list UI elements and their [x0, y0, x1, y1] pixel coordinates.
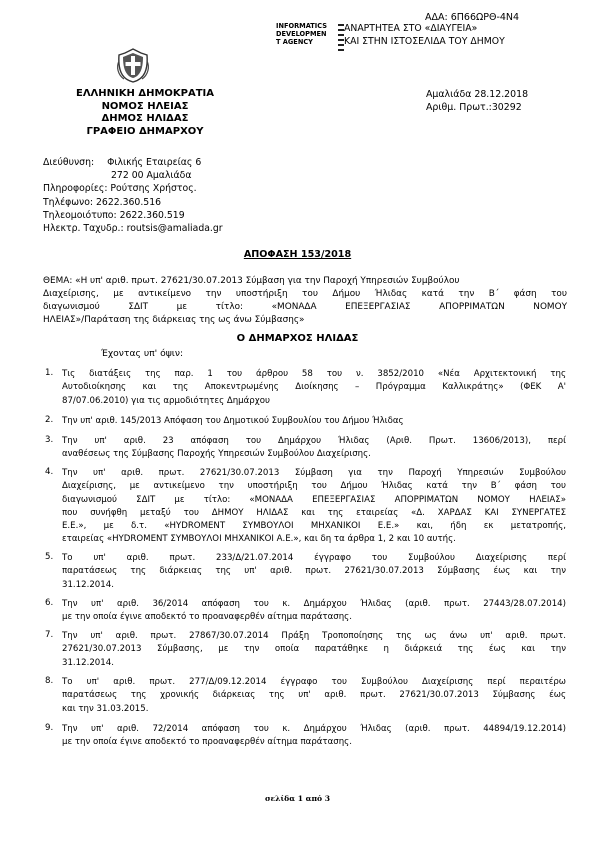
diavgeia-notice	[344, 22, 505, 48]
item-line: εταιρείας «HYDROMENT ΣΥΜΒΟΥΛΟΙ ΜΗΧΑΝΙΚΟΙ Α.Ε.», και δη τα άρθρα 1, 2 και 10 αυτής.	[62, 534, 456, 545]
place-date: Αμαλιάδα 28.12.2018	[426, 89, 529, 100]
item-number: 1.	[45, 368, 54, 378]
item-line: και την 31.03.2015.	[62, 703, 149, 714]
item-line: Την υπ' αριθ. 36/2014 απόφαση του κ. Δημάρχου Ήλιδας (αριθ. πρωτ. 27443/28.07.2014)	[62, 599, 566, 609]
list-item	[62, 723, 566, 750]
item-line: Την υπ' αριθ. πρωτ. 27621/30.07.2013 Σύμβαση για την Παροχή Υπηρεσιών Συμβούλου	[62, 468, 566, 478]
fax: Τηλεομοιότυπο: 2622.360.519	[43, 209, 185, 221]
item-line: Την υπ' αριθ. πρωτ. 27867/30.07.2014 Πράξη Τροποποίησης της ως άνω υπ' αριθ. πρωτ.	[62, 631, 566, 641]
list-item	[62, 415, 566, 428]
item-line: Αυτοδιοίκησης και της Αποκεντρωμένης Διοίκησης – Πρόγραμμα Καλλικράτης» (ΦΕΚ Α'	[62, 382, 566, 393]
address-line2: 272 00 Αμαλιάδα	[111, 170, 192, 182]
decision-title: ΑΠΟΦΑΣΗ 153/2018	[243, 249, 352, 260]
item-number: 2.	[45, 415, 54, 425]
item-line: Το υπ' αριθ. πρωτ. 233/Δ/21.07.2014 έγγραφο του Συμβούλου Διαχείρισης περί	[62, 553, 566, 563]
list-item	[62, 630, 566, 670]
item-line: 27621/30.07.2013 Σύμβασης, με την οποία παρατάθηκε η διάρκειά της έως και την	[62, 644, 566, 655]
item-line: 31.12.2014.	[62, 657, 114, 668]
subject-line: ΗΛΕΙΑΣ»/Παράταση της διάρκειας της ως άνω Σύμβασης»	[43, 315, 305, 326]
contact-block	[43, 156, 223, 235]
coat-of-arms-icon	[115, 45, 151, 85]
phone: Τηλέφωνο: 2622.360.516	[43, 196, 162, 208]
subject	[43, 275, 567, 327]
item-number: 7.	[45, 630, 54, 640]
item-line: που συνήφθη μεταξύ του ΔΗΜΟΥ ΗΛΙΔΑΣ και της εταιρείας «Δ. ΧΑΡΔΑΣ ΚΑΙ ΣΥΝΕΡΓΑΤΕΣ	[62, 507, 566, 518]
list-item	[62, 368, 566, 408]
list-item	[62, 552, 566, 592]
item-number: 9.	[45, 723, 54, 733]
item-line: Ε.Ε.», με δ.τ. «HYDROMENT ΣΥΜΒΟΥΛΟΙ ΜΗΧΑΝΙΚΟΙ Ε.Ε.» και, ήδη εκ μετατροπής,	[62, 521, 566, 532]
item-line: Την υπ' αριθ. 23 απόφαση του Δημάρχου Ήλιδας (Αριθ. Πρωτ. 13606/2013), περί	[62, 436, 566, 446]
address-line1: Φιλικής Εταιρείας 6	[107, 157, 202, 168]
item-number: 8.	[45, 676, 54, 686]
ida-logo	[276, 22, 342, 47]
item-line: 31.12.2014.	[62, 579, 114, 590]
having-in-mind: Έχοντας υπ' όψιν:	[101, 348, 184, 359]
ada-code: ΑΔΑ: 6Π66ΩΡΘ-4Ν4	[425, 12, 520, 23]
subject-line: διαγωνισμού ΣΔΙΤ με τίτλο: «ΜΟΝΑΔΑ ΕΠΕΞΕΡΓΑΣΙΑΣ ΑΠΟΡΡΙΜΑΤΩΝ ΝΟΜΟΥ	[43, 302, 567, 313]
item-line: Το υπ' αριθ. πρωτ. 277/Δ/09.12.2014 έγγραφο του Συμβούλου Διαχείρισης περί περαιτέρω	[62, 677, 566, 687]
list-item	[62, 435, 566, 462]
issuer-block	[60, 88, 230, 138]
mayor-heading: Ο ΔΗΜΑΡΧΟΣ ΗΛΙΔΑΣ	[236, 333, 359, 344]
item-number: 3.	[45, 435, 54, 445]
item-number: 5.	[45, 552, 54, 562]
item-line: με την οποία έγινε αποδεκτό το προαναφερθέν αίτημα παράτασης.	[62, 612, 352, 623]
item-line: 87/07.06.2010) για τις αρμοδιότητες Δημάρχου	[62, 395, 270, 406]
item-line: Τις διατάξεις της παρ. 1 του άρθρου 58 του ν. 3852/2010 «Νέα Αρχιτεκτονική της	[62, 369, 566, 379]
protocol-number: Αριθμ. Πρωτ.:30292	[426, 102, 522, 113]
issuer-line: ΔΗΜΟΣ ΗΛΙΔΑΣ	[101, 113, 189, 125]
list-item	[62, 467, 566, 547]
item-line: με την οποία έγινε αποδεκτό το προαναφερθέν αίτημα παράτασης.	[62, 737, 352, 748]
diavgeia-line: ΑΝΑΡΤΗΤΕΑ ΣΤΟ «ΔΙΑΥΓΕΙΑ»	[344, 23, 478, 34]
item-line: Την υπ' αριθ. 145/2013 Απόφαση του Δημοτικού Συμβουλίου του Δήμου Ήλιδας	[62, 416, 404, 426]
item-line: διαγωνισμού ΣΔΙΤ με τίτλο: «ΜΟΝΑΔΑ ΕΠΕΞΕΡΓΑΣΙΑΣ ΑΠΟΡΡΙΜΑΤΩΝ ΝΟΜΟΥ ΗΛΕΙΑΣ»	[62, 494, 566, 505]
ida-logo-line: T AGENCY	[276, 38, 313, 47]
ida-logo-line: DEVELOPMEN	[276, 30, 327, 39]
page-footer: σελίδα 1 από 3	[264, 794, 331, 803]
issuer-line: ΓΡΑΦΕΙΟ ΔΗΜΑΡΧΟΥ	[86, 125, 204, 137]
item-line: παρατάσεως της χρονικής διάρκειας της υπ' αριθ. πρωτ. 27621/30.07.2013 Σύμβασης έως	[62, 690, 566, 701]
address-row	[43, 156, 223, 169]
item-number: 6.	[45, 598, 54, 608]
address-label: Διεύθυνση:	[43, 157, 95, 168]
subject-line: ΘΕΜΑ: «Η υπ' αριθ. πρωτ. 27621/30.07.2013 Σύμβαση για την Παροχή Υπηρεσιών Συμβούλου	[43, 276, 460, 286]
item-line: παρατάσεως της διάρκειας της υπ' αριθ. πρωτ. 27621/30.07.2013 Σύμβασης έως και την	[62, 566, 566, 577]
issuer-line: ΝΟΜΟΣ ΗΛΕΙΑΣ	[101, 100, 189, 112]
list-item	[62, 676, 566, 716]
item-line: αναθέσεως της Σύμβασης Παροχής Υπηρεσιών Συμβούλου Διαχείρισης.	[62, 449, 371, 460]
item-number: 4.	[45, 467, 54, 477]
ida-logo-line: INFORMATICS	[276, 22, 327, 30]
list-item	[62, 598, 566, 625]
issuer-line: ΕΛΛΗΝΙΚΗ ΔΗΜΟΚΡΑΤΙΑ	[75, 88, 215, 99]
info-person: Πληροφορίες: Ρούτσης Χρήστος.	[43, 183, 197, 195]
item-line: Διαχείρισης, με αντικείμενο την υποστήριξη του Δήμου Ήλιδας κατά την Β΄ φάση του	[62, 481, 566, 492]
email: Ηλεκτρ. Ταχυδρ.: routsis@amaliada.gr	[43, 223, 223, 235]
item-line: Την υπ' αριθ. 72/2014 απόφαση του κ. Δημάρχου Ήλιδας (αριθ. πρωτ. 44894/19.12.2014)	[62, 724, 566, 734]
subject-line: Διαχείρισης, με αντικείμενο την υποστήριξη του Δήμου Ήλιδας κατά την Β΄ φάση του	[43, 289, 567, 300]
diavgeia-line: ΚΑΙ ΣΤΗΝ ΙΣΤΟΣΕΛΙΔΑ ΤΟΥ ΔΗΜΟΥ	[344, 36, 505, 47]
